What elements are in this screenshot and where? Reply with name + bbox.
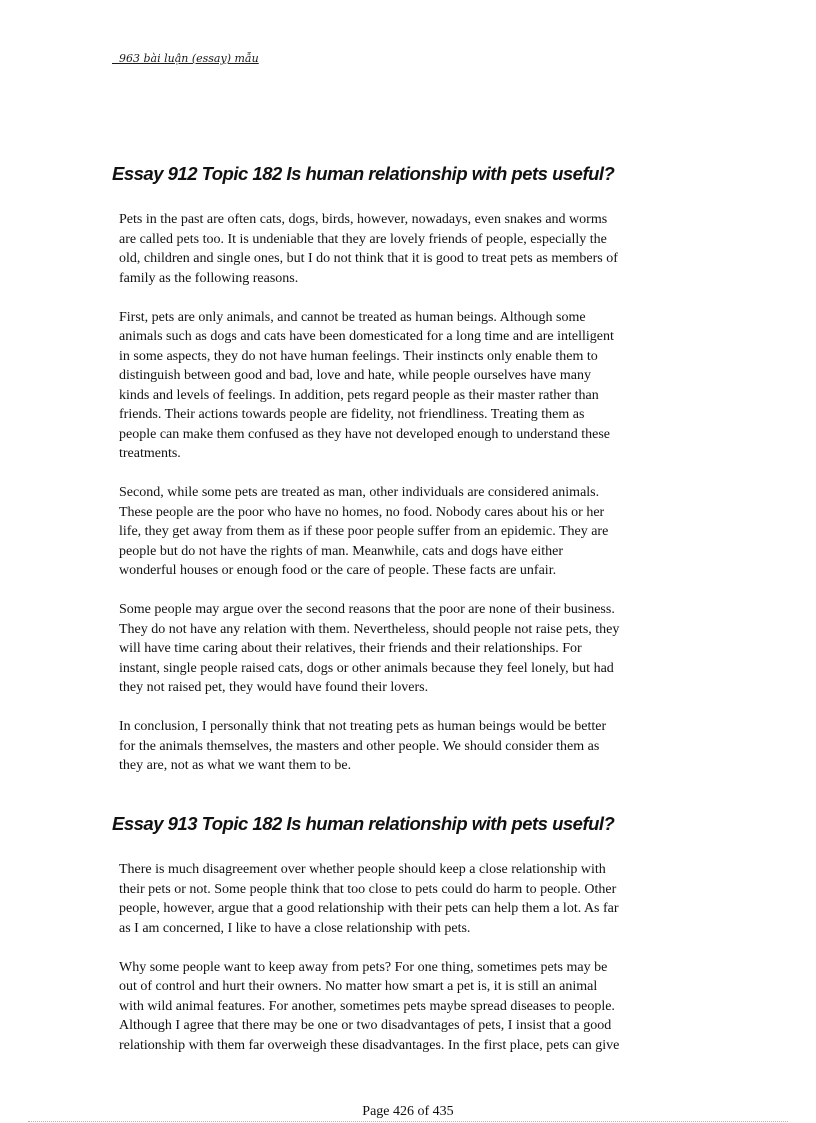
- text-line: treatments.: [119, 446, 181, 461]
- text-line: people, however, argue that a good relationship with their pets can help them a lot. As far: [119, 901, 619, 916]
- text-line: wonderful houses or enough food or the care of people. These facts are unfair.: [119, 563, 557, 578]
- text-line: for the animals themselves, the masters and other people. We should consider them as: [119, 738, 600, 754]
- paragraph: [119, 308, 694, 464]
- text-line: people can make them confused as they have not developed enough to understand these: [119, 426, 611, 442]
- paragraph: [119, 210, 694, 288]
- text-line: These people are the poor who have no homes, no food. Nobody cares about his or her: [119, 504, 605, 520]
- text-line: Second, while some pets are treated as man, other individuals are considered animals.: [119, 485, 600, 500]
- text-line: friends. Their actions towards people are fidelity, not friendliness. Treating them as: [119, 407, 585, 422]
- text-line: Although I agree that there may be one or two disadvantages of pets, I insist that a good: [119, 1018, 612, 1033]
- essay-912-title: Essay 912 Topic 182 Is human relationship with pets useful?: [112, 163, 615, 184]
- text-line: with wild animal features. For another, sometimes pets maybe spread diseases to people.: [119, 998, 615, 1014]
- text-line: kinds and levels of feelings. In addition, pets regard people as their master rather than: [119, 387, 599, 403]
- paragraph: [119, 483, 694, 581]
- text-line: as I am concerned, I like to have a close relationship with pets.: [119, 920, 471, 936]
- footer-divider: [28, 1121, 788, 1122]
- running-header: 963 bài luận (essay) mẫu: [112, 52, 259, 65]
- text-line: animals such as dogs and cats have been domesticated for a long time and are intelligent: [119, 329, 614, 344]
- essay-912-body: [119, 210, 694, 795]
- paragraph: [119, 860, 694, 938]
- text-line: Why some people want to keep away from pets? For one thing, sometimes pets may be: [119, 959, 608, 975]
- text-line: they are, not as what we want them to be.: [119, 758, 352, 773]
- text-line: Pets in the past are often cats, dogs, birds, however, nowadays, even snakes and worms: [119, 212, 608, 227]
- text-line: relationship with them far overweigh these disadvantages. In the first place, pets can give: [119, 1037, 620, 1053]
- text-line: people but do not have the rights of man. Meanwhile, cats and dogs have either: [119, 543, 563, 559]
- text-line: are called pets too. It is undeniable that they are lovely friends of people, especially the: [119, 231, 607, 247]
- text-line: distinguish between good and bad, love and hate, while people ourselves have many: [119, 368, 591, 383]
- text-line: out of control and hurt their owners. No matter how smart a pet is, it is still an animal: [119, 979, 598, 994]
- essay-913-body: [119, 860, 694, 1075]
- text-line: There is much disagreement over whether people should keep a close relationship with: [119, 862, 606, 877]
- text-line: life, they get away from them as if these poor people suffer from an epidemic. They are: [119, 524, 609, 539]
- text-line: their pets or not. Some people think that too close to pets could do harm to people. Other: [119, 881, 617, 897]
- essay-913-title: Essay 913 Topic 182 Is human relationship with pets useful?: [112, 813, 615, 834]
- text-line: Some people may argue over the second reasons that the poor are none of their business.: [119, 602, 615, 617]
- paragraph: [119, 717, 694, 776]
- paragraph: [119, 958, 694, 1056]
- text-line: in some aspects, they do not have human feelings. Their instincts only enable them to: [119, 348, 598, 364]
- page-number: Page 426 of 435: [362, 1104, 454, 1119]
- text-line: First, pets are only animals, and cannot be treated as human beings. Although some: [119, 309, 586, 325]
- text-line: instant, single people raised cats, dogs or other animals because they feel lonely, but had: [119, 660, 614, 676]
- text-line: In conclusion, I personally think that not treating pets as human beings would be better: [119, 719, 607, 734]
- paragraph: [119, 600, 694, 698]
- text-line: old, children and single ones, but I do not think that it is good to treat pets as members of: [119, 251, 618, 266]
- text-line: They do not have any relation with them. Nevertheless, should people not raise pets, they: [119, 621, 620, 637]
- text-line: will have time caring about their relatives, their friends and their relationships. For: [119, 641, 582, 656]
- text-line: family as the following reasons.: [119, 270, 299, 286]
- text-line: they not raised pet, they would have found their lovers.: [119, 680, 429, 695]
